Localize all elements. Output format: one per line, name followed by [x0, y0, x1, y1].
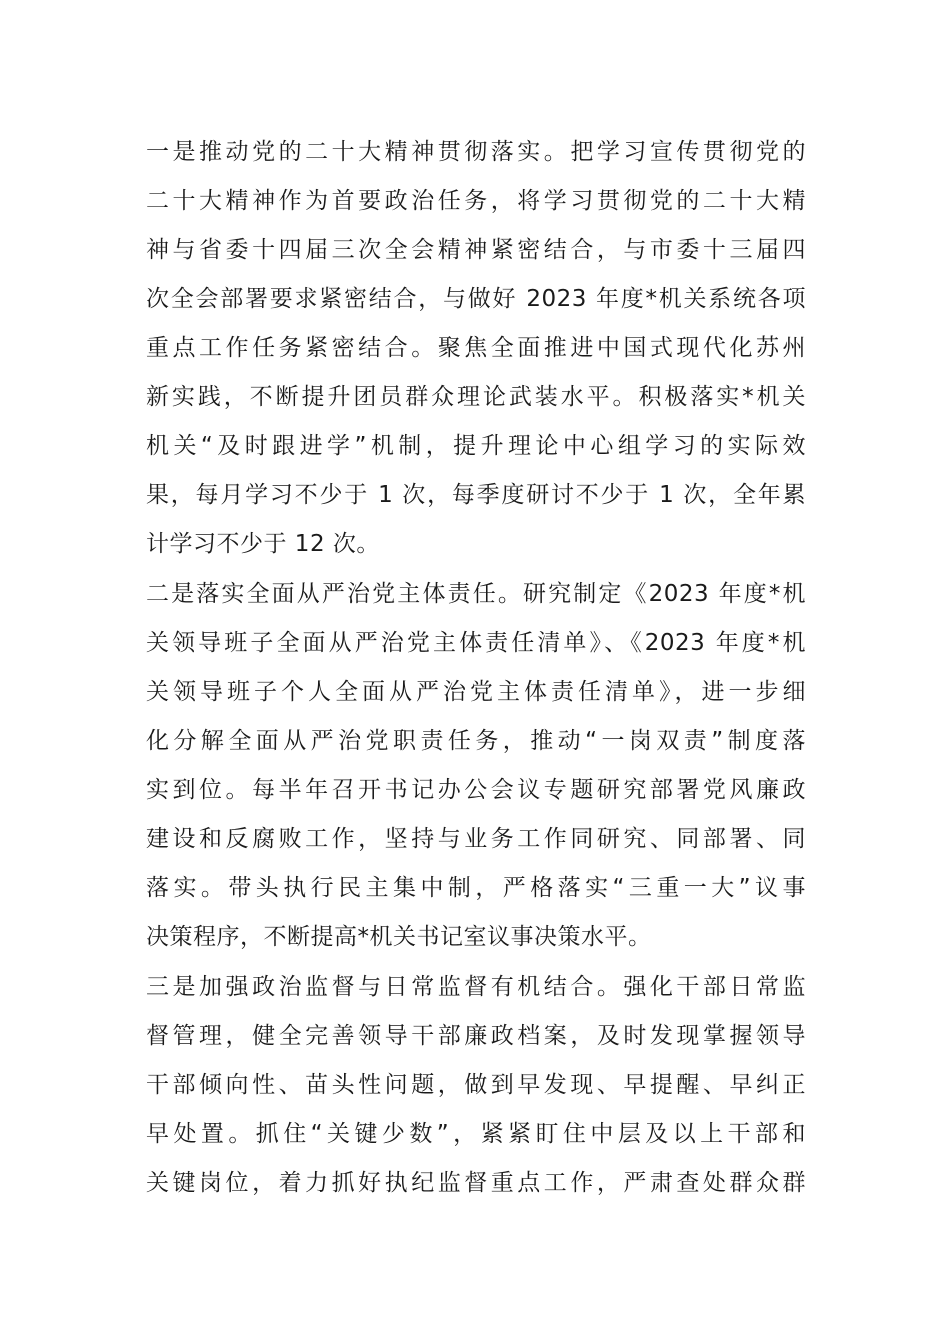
text-line: 二是落实全面从严治党主体责任。研究制定《2023 年度*机 — [146, 581, 806, 607]
text-line: 实到位。每半年召开书记办公会议专题研究部署党风廉政 — [146, 777, 806, 803]
text-line: 机关“及时跟进学”机制，提升理论中心组学习的实际效 — [146, 433, 806, 459]
text-line: 一是推动党的二十大精神贯彻落实。把学习宣传贯彻党的 — [146, 139, 806, 165]
text-line: 关领导班子全面从严治党主体责任清单》、《2023 年度*机 — [146, 630, 806, 656]
text-line: 决策程序，不断提高*机关书记室议事决策水平。 — [146, 924, 652, 950]
text-line: 神与省委十四届三次全会精神紧密结合，与市委十三届四 — [146, 237, 806, 263]
text-line: 计学习不少于 12 次。 — [146, 531, 380, 557]
text-line: 三是加强政治监督与日常监督有机结合。强化干部日常监 — [146, 974, 806, 1000]
text-line: 重点工作任务紧密结合。聚焦全面推进中国式现代化苏州 — [146, 335, 806, 361]
document-body — [146, 128, 806, 1208]
text-line: 干部倾向性、苗头性问题，做到早发现、早提醒、早纠正 — [146, 1072, 806, 1098]
text-line: 关领导班子个人全面从严治党主体责任清单》，进一步细 — [146, 679, 806, 705]
text-line: 次全会部署要求紧密结合，与做好 2023 年度*机关系统各项 — [146, 286, 806, 312]
text-line: 建设和反腐败工作，坚持与业务工作同研究、同部署、同 — [146, 826, 806, 852]
text-line: 二十大精神作为首要政治任务，将学习贯彻党的二十大精 — [146, 188, 806, 214]
text-line: 落实。带头执行民主集中制，严格落实“三重一大”议事 — [146, 875, 806, 901]
text-line: 督管理，健全完善领导干部廉政档案，及时发现掌握领导 — [146, 1023, 806, 1049]
paragraph-1 — [146, 128, 806, 569]
text-line: 化分解全面从严治党职责任务，推动“一岗双责”制度落 — [146, 728, 806, 754]
text-line: 新实践，不断提升团员群众理论武装水平。积极落实*机关 — [146, 384, 806, 410]
text-line: 关键岗位，着力抓好执纪监督重点工作，严肃查处群众群 — [146, 1170, 806, 1196]
paragraph-2 — [146, 570, 806, 962]
text-line: 果，每月学习不少于 1 次，每季度研讨不少于 1 次，全年累 — [146, 482, 806, 508]
text-line: 早处置。抓住“关键少数”，紧紧盯住中层及以上干部和 — [146, 1121, 806, 1147]
paragraph-3 — [146, 963, 806, 1208]
